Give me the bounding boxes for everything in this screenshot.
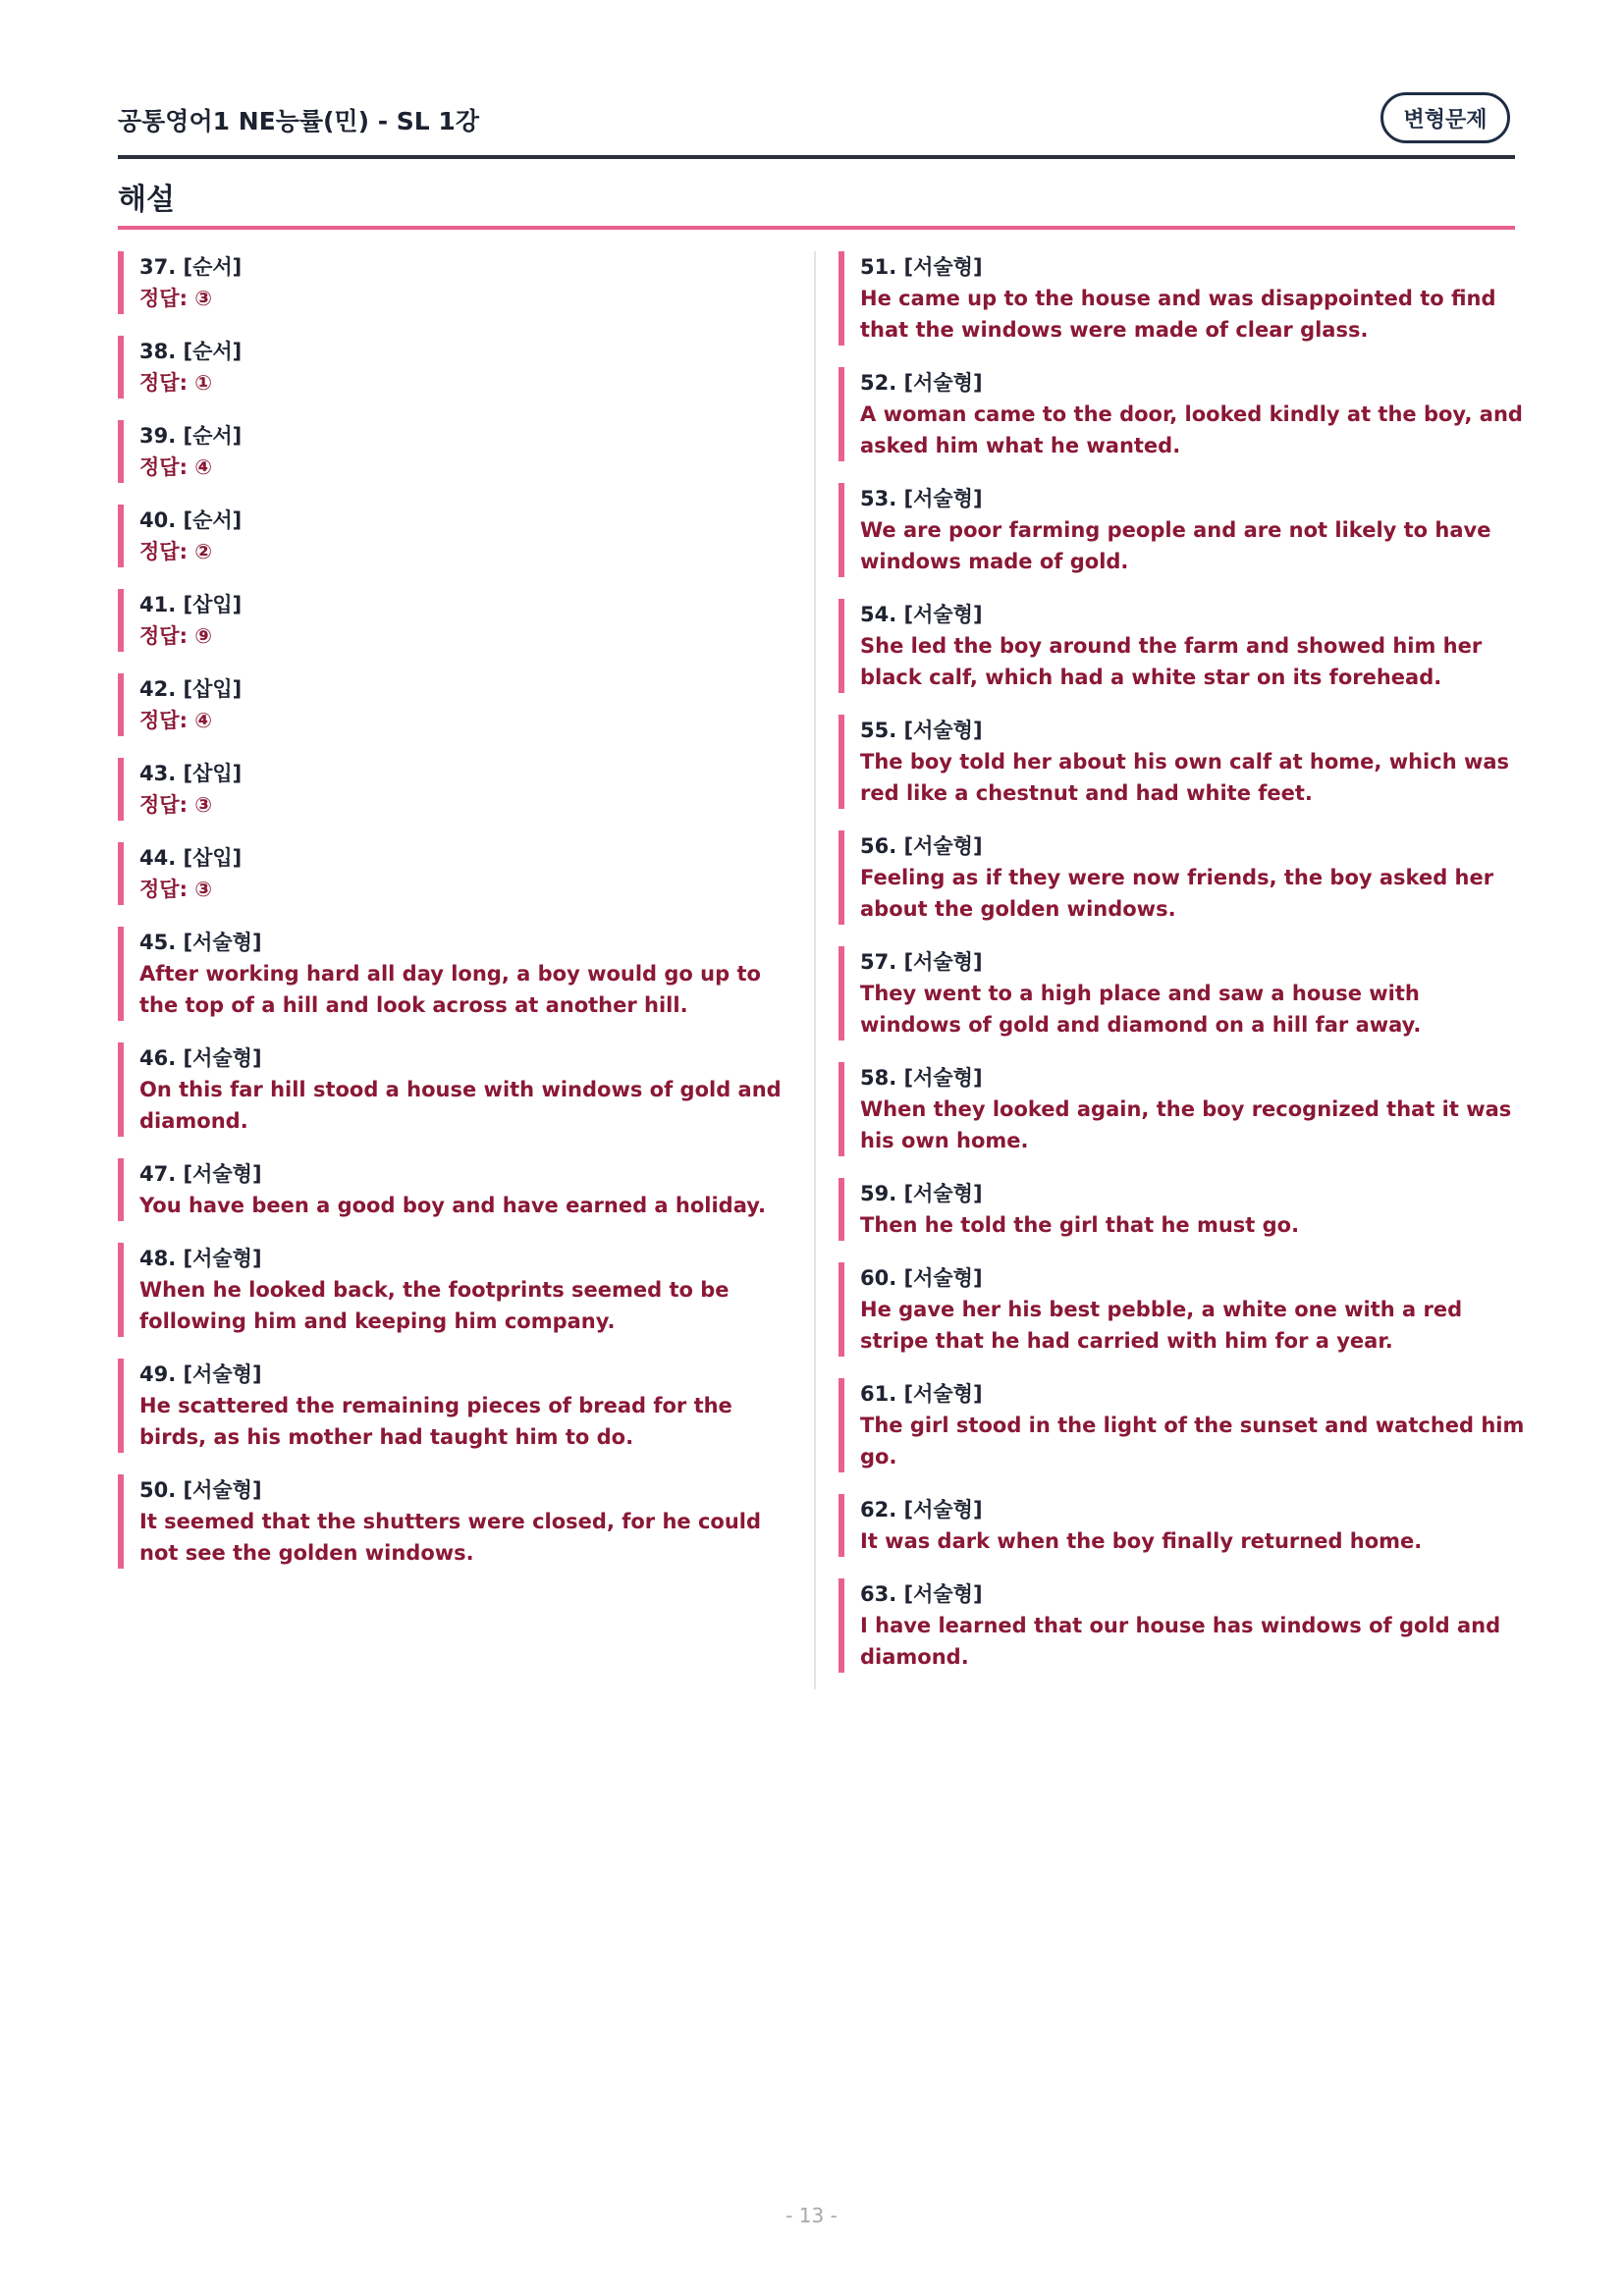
answer-text: They went to a high place and saw a house with windows of gold and diamond on a hill far away. xyxy=(860,982,1422,1037)
answer-item xyxy=(839,1062,1526,1156)
answer-text: When he looked back, the footprints seemed to be following him and keeping him company. xyxy=(139,1278,730,1333)
answer-text: After working hard all day long, a boy would go up to the top of a hill and look across at another hill. xyxy=(139,962,761,1017)
question-number: 53. [서술형] xyxy=(860,487,983,510)
question-number: 58. [서술형] xyxy=(860,1066,983,1090)
answer-item xyxy=(118,589,795,652)
answer-item xyxy=(118,1042,795,1137)
question-number: 55. [서술형] xyxy=(860,719,983,742)
question-number: 63. [서술형] xyxy=(860,1582,983,1606)
answer-text: 정답: ③ xyxy=(139,878,213,901)
answer-text: The girl stood in the light of the sunset and watched him go. xyxy=(860,1414,1525,1468)
section-title: 해설 xyxy=(118,183,175,217)
answer-text: 정답: ③ xyxy=(139,287,213,310)
question-number: 56. [서술형] xyxy=(860,834,983,858)
answer-item xyxy=(118,420,795,483)
answer-text: 정답: ③ xyxy=(139,793,213,817)
column-divider xyxy=(814,251,816,1689)
answer-item xyxy=(118,1158,795,1221)
answer-text: 정답: ④ xyxy=(139,455,213,479)
question-number: 49. [서술형] xyxy=(139,1362,262,1386)
question-number: 43. [삽입] xyxy=(139,762,243,785)
question-number: 61. [서술형] xyxy=(860,1382,983,1406)
right-column xyxy=(839,251,1526,1694)
answer-item xyxy=(839,483,1526,577)
answer-item xyxy=(118,505,795,567)
question-number: 40. [순서] xyxy=(139,508,243,532)
answer-item xyxy=(839,1378,1526,1472)
answer-text: On this far hill stood a house with windows of gold and diamond. xyxy=(139,1078,782,1133)
answer-text: He came up to the house and was disappointed to find that the windows were made of clear glass. xyxy=(860,287,1496,342)
answer-text: You have been a good boy and have earned a holiday. xyxy=(139,1194,766,1217)
answer-text: He scattered the remaining pieces of bread for the birds, as his mother had taught him to do. xyxy=(139,1394,732,1449)
answer-item xyxy=(839,367,1526,461)
answer-text: 정답: ① xyxy=(139,371,213,395)
answer-item xyxy=(839,1262,1526,1357)
answer-item xyxy=(118,1359,795,1453)
section-divider xyxy=(118,226,1515,230)
answer-item xyxy=(839,599,1526,693)
question-number: 57. [서술형] xyxy=(860,950,983,974)
question-number: 47. [서술형] xyxy=(139,1162,262,1186)
answer-item xyxy=(118,673,795,736)
question-number: 44. [삽입] xyxy=(139,846,243,870)
answer-item xyxy=(118,251,795,314)
question-number: 37. [순서] xyxy=(139,255,243,279)
question-number: 51. [서술형] xyxy=(860,255,983,279)
answer-text: A woman came to the door, looked kindly at the boy, and asked him what he wanted. xyxy=(860,402,1523,457)
question-number: 54. [서술형] xyxy=(860,603,983,626)
question-number: 50. [서술형] xyxy=(139,1478,262,1502)
answer-item xyxy=(118,1243,795,1337)
answer-text: The boy told her about his own calf at home, which was red like a chestnut and had white feet. xyxy=(860,750,1510,805)
answer-item xyxy=(839,946,1526,1041)
answer-text: Then he told the girl that he must go. xyxy=(860,1213,1300,1237)
page-number: - 13 - xyxy=(785,2204,838,2227)
answer-text: It seemed that the shutters were closed, for he could not see the golden windows. xyxy=(139,1510,762,1565)
answer-text: 정답: ⑨ xyxy=(139,624,213,648)
answer-item xyxy=(118,336,795,399)
answer-item xyxy=(839,251,1526,346)
question-number: 39. [순서] xyxy=(139,424,243,448)
answer-item xyxy=(839,1178,1526,1241)
question-number: 59. [서술형] xyxy=(860,1182,983,1205)
answer-text: When they looked again, the boy recognized that it was his own home. xyxy=(860,1097,1512,1152)
document-title: 공통영어1 NE능률(민) - SL 1강 xyxy=(118,107,479,135)
answer-item xyxy=(118,842,795,905)
answer-text: We are poor farming people and are not likely to have windows made of gold. xyxy=(860,518,1491,573)
question-number: 46. [서술형] xyxy=(139,1046,262,1070)
question-number: 60. [서술형] xyxy=(860,1266,983,1290)
question-number: 45. [서술형] xyxy=(139,931,262,954)
answer-item xyxy=(118,1474,795,1569)
answer-text: She led the boy around the farm and showed him her black calf, which had a white star on its forehead. xyxy=(860,634,1483,689)
answer-text: I have learned that our house has windows of gold and diamond. xyxy=(860,1614,1501,1669)
answer-text: It was dark when the boy finally returned home. xyxy=(860,1529,1423,1553)
answer-text: He gave her his best pebble, a white one with a red stripe that he had carried with him for a year. xyxy=(860,1298,1463,1353)
answer-item xyxy=(839,830,1526,925)
answer-item xyxy=(839,1578,1526,1673)
question-number: 48. [서술형] xyxy=(139,1247,262,1270)
category-badge: 변형문제 xyxy=(1380,92,1510,143)
question-number: 62. [서술형] xyxy=(860,1498,983,1522)
answer-item xyxy=(839,1494,1526,1557)
question-number: 38. [순서] xyxy=(139,340,243,363)
question-number: 52. [서술형] xyxy=(860,371,983,395)
header-divider xyxy=(118,155,1515,159)
question-number: 41. [삽입] xyxy=(139,593,243,616)
question-number: 42. [삽입] xyxy=(139,677,243,701)
answer-text: 정답: ④ xyxy=(139,709,213,732)
answer-item xyxy=(839,715,1526,809)
answer-text: 정답: ② xyxy=(139,540,213,563)
answer-text: Feeling as if they were now friends, the boy asked her about the golden windows. xyxy=(860,866,1494,921)
answer-item xyxy=(118,758,795,821)
answer-item xyxy=(118,927,795,1021)
left-column xyxy=(118,251,795,1590)
